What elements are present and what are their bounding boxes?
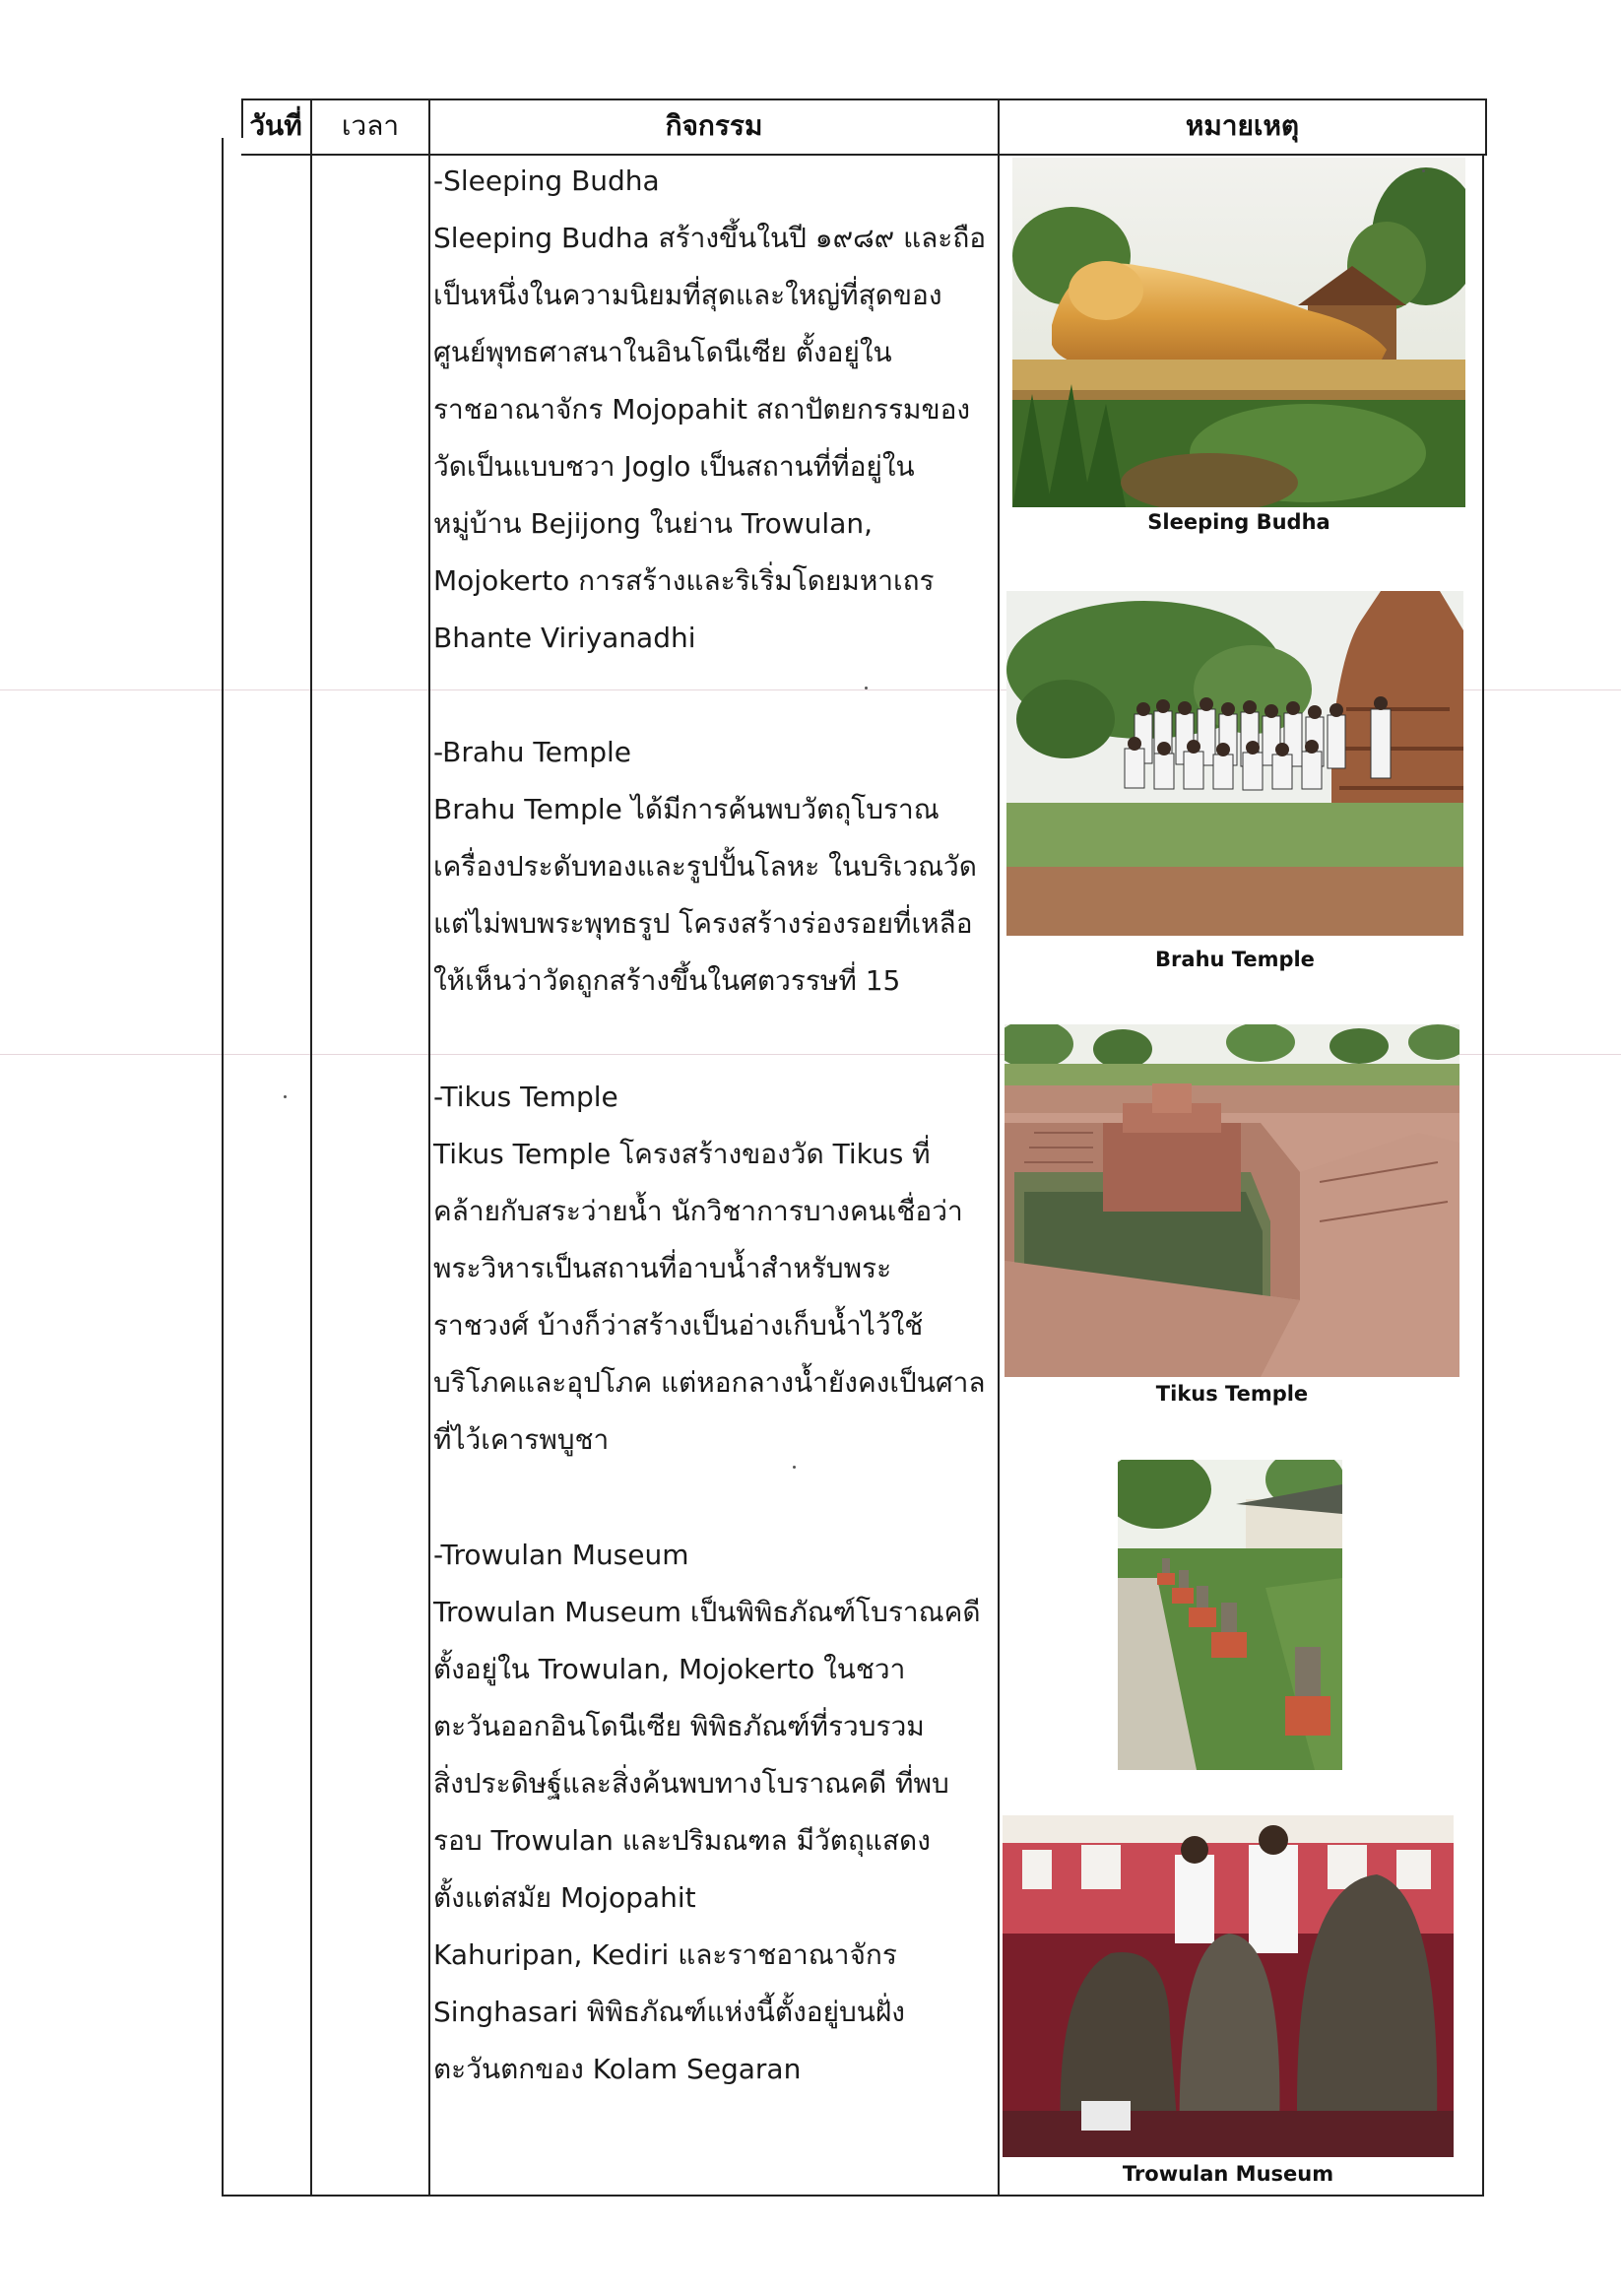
header-time: เวลา [341, 109, 400, 142]
description-line: Singhasari พิพิธภัณฑ์แห่งนี้ตั้งอยู่บนฝั่ง [433, 1996, 905, 2028]
trowulan-museum-photo [1003, 1815, 1454, 2157]
description-line: เครื่องประดับทองและรูปปั้นโลหะ ในบริเวณวัด [433, 850, 977, 883]
description-line: Trowulan Museum เป็นพิพิธภัณฑ์โบราณคดี [433, 1596, 981, 1628]
tikus-temple-caption: Tikus Temple [1155, 1382, 1309, 1406]
activity-title: -Tikus Temple [433, 1081, 618, 1113]
description-line: ตั้งแต่สมัย Mojopahit [433, 1881, 696, 1914]
description-line: ที่ไว้เคารพบูชา [433, 1423, 610, 1456]
description-line: ศูนย์พุทธศาสนาในอินโดนีเซีย ตั้งอยู่ใน [433, 336, 892, 368]
sleeping-budha-photo [1012, 158, 1465, 507]
description-line: ตะวันออกอินโดนีเซีย พิพิธภัณฑ์ที่รวบรวม [433, 1710, 925, 1742]
activity-description [433, 210, 995, 667]
description-line: สิ่งประดิษฐ์และสิ่งค้นพบทางโบราณคดี ที่พบ [433, 1767, 949, 1800]
scan-speck [1422, 169, 1425, 172]
description-line: รอบ Trowulan และปริมณฑล มีวัตถุแสดง [433, 1824, 931, 1857]
tikus-temple-photo [1005, 1024, 1459, 1377]
description-line: เป็นหนึ่งในความนิยมที่สุดและใหญ่ที่สุดของ [433, 279, 942, 311]
activity-brahu-temple [433, 724, 995, 1010]
description-line: Kahuripan, Kediri และราชอาณาจักร [433, 1938, 897, 1971]
description-line: ตั้งอยู่ใน Trowulan, Mojokerto ในชวา [433, 1653, 906, 1685]
description-line: Sleeping Budha สร้างขึ้นในปี ๑๙๘๙ และถือ [433, 222, 987, 254]
description-line: พระวิหารเป็นสถานที่อาบน้ำสำหรับพระ [433, 1252, 892, 1284]
description-line: Mojokerto การสร้างและริเริ่มโดยมหาเถร [433, 564, 935, 597]
scan-speck [793, 1466, 796, 1469]
header-remarks: หมายเหตุ [1185, 109, 1300, 142]
activity-sleeping-budha [433, 153, 995, 667]
description-line: ให้เห็นว่าวัดถูกสร้างขึ้นในศตวรรษที่ 15 [433, 964, 901, 997]
sleeping-budha-caption: Sleeping Budha [1147, 510, 1330, 534]
description-line: คล้ายกับสระว่ายน้ำ นักวิชาการบางคนเชื่อว่า [433, 1195, 963, 1227]
description-line: หมู่บ้าน Bejijong ในย่าน Trowulan, [433, 507, 874, 540]
activity-description [433, 1126, 995, 1469]
description-line: วัดเป็นแบบชวา Joglo เป็นสถานที่ที่อยู่ใน [433, 450, 915, 483]
header-activity: กิจกรรม [665, 109, 763, 142]
brahu-temple-photo [1006, 591, 1463, 936]
description-line: Brahu Temple ได้มีการค้นพบวัตถุโบราณ [433, 793, 940, 825]
scan-speck [865, 687, 868, 689]
activity-description [433, 1584, 995, 2098]
trowulan-museum-caption: Trowulan Museum [1122, 2162, 1334, 2186]
description-line: ตะวันตกของ Kolam Segaran [433, 2053, 802, 2085]
description-line: ราชวงศ์ บ้างก็ว่าสร้างเป็นอ่างเก็บน้ำไว้ใช้ [433, 1309, 924, 1342]
description-line: ราชอาณาจักร Mojopahit สถาปัตยกรรมของ [433, 393, 971, 426]
activity-trowulan-museum [433, 1527, 995, 2098]
header-date: วันที่ [249, 109, 302, 142]
activity-title: -Sleeping Budha [433, 164, 660, 197]
scan-speck [284, 1095, 287, 1098]
activity-title: -Trowulan Museum [433, 1539, 689, 1571]
brahu-temple-caption: Brahu Temple [1155, 948, 1315, 971]
activity-title: -Brahu Temple [433, 736, 632, 768]
description-line: Bhante Viriyanadhi [433, 622, 696, 654]
description-line: บริโภคและอุปโภค แต่หอกลางน้ำยังคงเป็นศาล [433, 1366, 986, 1399]
description-line: Tikus Temple โครงสร้างของวัด Tikus ที่ [433, 1138, 931, 1170]
activity-description [433, 781, 995, 1010]
trowulan-museum-outdoor-photo [1118, 1460, 1342, 1770]
description-line: แต่ไม่พบพระพุทธรูป โครงสร้างร่องรอยที่เหลือ [433, 907, 973, 940]
activity-tikus-temple [433, 1069, 995, 1469]
